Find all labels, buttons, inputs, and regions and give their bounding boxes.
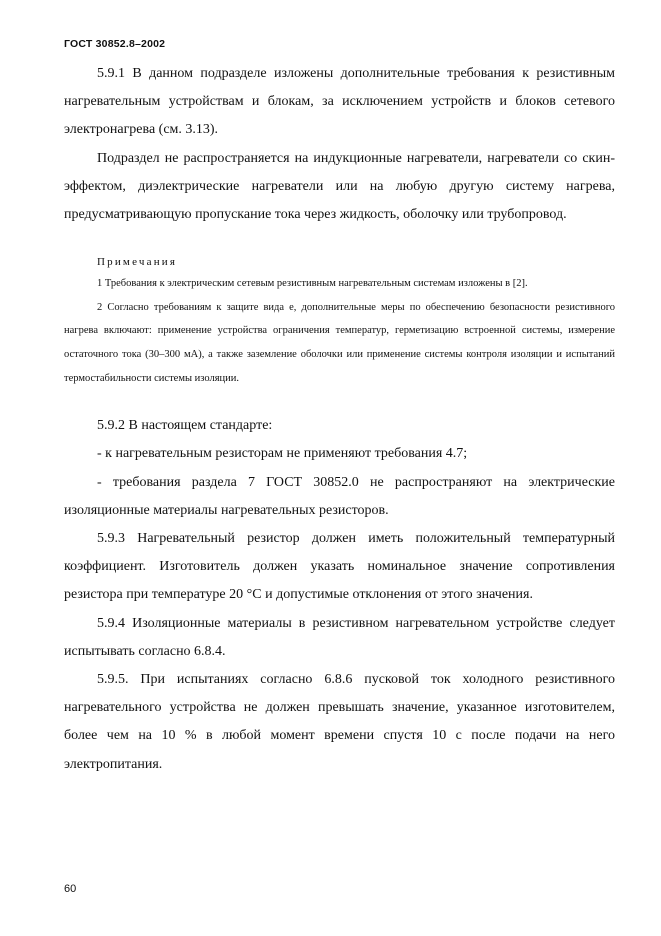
paragraph-scope: Подраздел не распространяется на индукционные нагреватели, нагреватели со скин-эффектом, диэлектрические нагреватели или на любую другую систему нагрева, предусматривающую пропускание тока через жидкость, оболочку или трубопровод. <box>64 150 615 223</box>
page-body <box>64 60 615 779</box>
clause-5-9-3: 5.9.3 Нагревательный резистор должен иметь положительный температурный коэффициент. Изготовитель должен указать номинальное значение сопротивления резистора при температуре 20 °С и допустимые отклонения от этого значения. <box>64 531 615 603</box>
clause-5-9-2-item-a: - к нагревательным резисторам не применяют требования 4.7; <box>97 446 468 462</box>
document-header: ГОСТ 30852.8–2002 <box>64 38 166 50</box>
notes-block <box>64 252 615 390</box>
clause-5-9-2-item-b: - требования раздела 7 ГОСТ 30852.0 не распространяют на электрические изоляционные материалы нагревательных резисторов. <box>64 474 615 518</box>
note-2: 2 Согласно требованиям к защите вида е, дополнительные меры по обеспечению безопасности резистивного нагрева включают: применение устройства ограничения температур, герметизацию встроенной системы, измерение остаточного тока (30–300 мА), а также заземление оболочки или применение системы контроля изоляции и испытаний термостабильности системы изоляции. <box>64 301 615 384</box>
clause-5-9-2: 5.9.2 В настоящем стандарте: <box>97 418 273 434</box>
page-number: 60 <box>64 883 77 895</box>
paragraph-5-9-1: 5.9.1 В данном подразделе изложены дополнительные требования к резистивным нагревательным устройствам и блокам, за исключением устройств и блоков сетевого электронагрева (см. 3.13). <box>64 66 615 138</box>
note-1: 1 Требования к электрическим сетевым резистивным нагревательным системам изложены в [2]. <box>97 278 528 290</box>
clause-5-9-4: 5.9.4 Изоляционные материалы в резистивном нагревательном устройстве следует испытывать согласно 6.8.4. <box>64 615 615 659</box>
clause-5-9-5: 5.9.5. При испытаниях согласно 6.8.6 пусковой ток холодного резистивного нагревательного устройства не должен превышать значение, указанное изготовителем, более чем на 10 % в любой момент времени спустя 10 с после подачи на него электропитания. <box>64 672 615 772</box>
notes-title: Примечания <box>97 256 178 269</box>
